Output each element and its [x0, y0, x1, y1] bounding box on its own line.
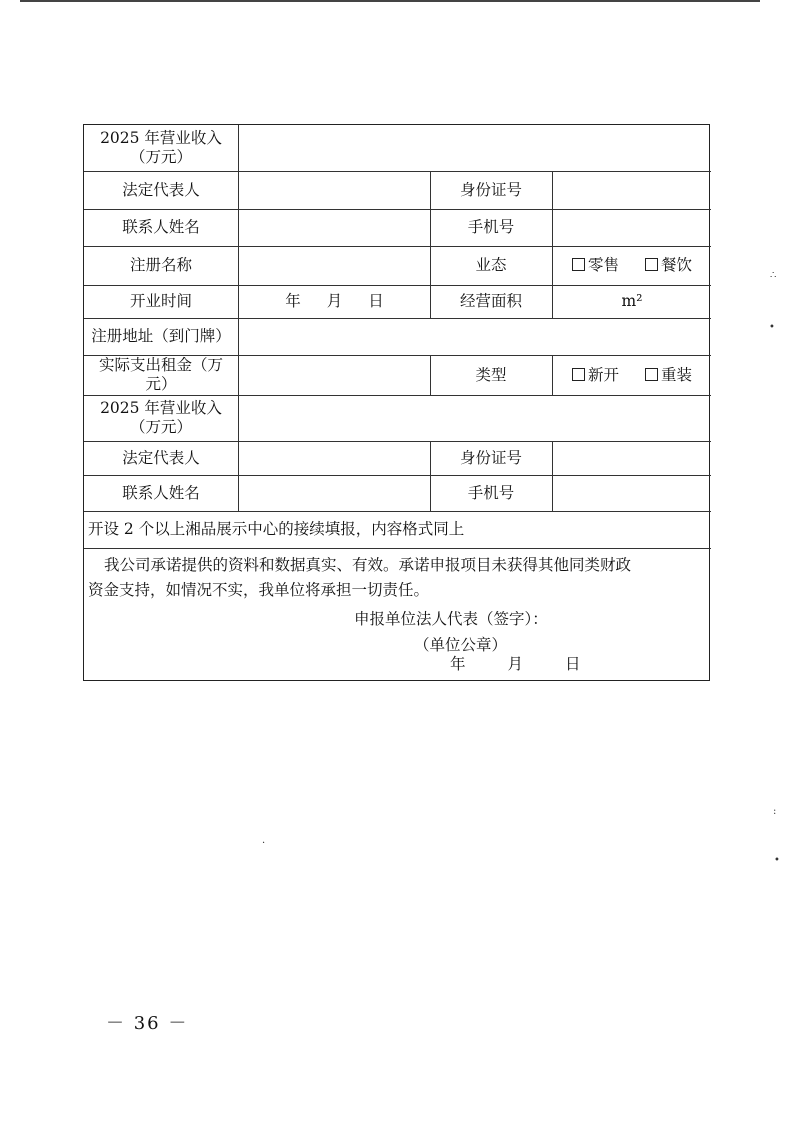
revenue-label-2: 2025 年营业收入	[100, 399, 222, 417]
checkbox-catering[interactable]	[645, 258, 658, 271]
legal-representative-label: 法定代表人	[122, 180, 200, 199]
actual-rent-label: 实际支出租金（万	[98, 356, 223, 374]
business-area-label: 经营面积	[459, 292, 522, 310]
id-number-label-2: 身份证号	[459, 448, 522, 467]
checkbox-new[interactable]	[572, 368, 585, 381]
row-divider	[84, 548, 711, 549]
opening-date-label: 开业时间	[129, 292, 192, 310]
option-catering[interactable]	[645, 256, 692, 275]
actual-rent-input-cell[interactable]	[239, 355, 430, 395]
store-type-label: 类型	[475, 365, 507, 384]
pledge-date	[450, 652, 581, 677]
legal-representative-input-cell-2[interactable]	[239, 441, 430, 475]
date-month-label: 月	[326, 292, 343, 310]
registered-name-input-cell[interactable]	[239, 246, 430, 285]
pledge-date-month: 月	[507, 655, 524, 673]
scan-speck: ∴	[770, 270, 777, 281]
option-renovation-label: 重装	[660, 365, 692, 384]
option-new-label: 新开	[587, 365, 619, 384]
option-catering-label: 餐饮	[660, 256, 692, 274]
business-type-options	[553, 246, 711, 285]
scan-speck: :	[773, 806, 777, 817]
registered-address-label: 注册地址（到门牌）	[91, 327, 231, 345]
mobile-label-2: 手机号	[467, 483, 515, 502]
id-number-input-cell[interactable]	[553, 171, 711, 209]
pledge-line-1: 我公司承诺提供的资料和数据真实、有效。承诺申报项目未获得其他同类财政	[104, 556, 632, 574]
revenue-label: 2025 年营业收入	[100, 129, 222, 147]
date-year-label: 年	[285, 292, 301, 310]
legal-representative-label-2: 法定代表人	[122, 448, 200, 467]
row8-label-cell	[84, 395, 238, 441]
signer-label: 申报单位法人代表（签字）：	[354, 610, 548, 628]
top-edge-rule	[20, 0, 760, 2]
checkbox-renovation[interactable]	[645, 368, 658, 381]
id-number-label: 身份证号	[459, 180, 522, 199]
checkbox-retail[interactable]	[572, 258, 585, 271]
revenue-input-cell-2[interactable]	[239, 395, 711, 441]
option-retail-label: 零售	[587, 256, 619, 274]
continuation-note: 开设 2 个以上湘品展示中心的接续填报，内容格式同上	[88, 520, 465, 538]
registered-address-input-cell[interactable]	[239, 318, 711, 355]
scan-speck: •	[774, 855, 780, 866]
seal-label: （单位公章）	[414, 636, 508, 654]
revenue-input-cell[interactable]	[239, 125, 711, 171]
date-day-label: 日	[368, 292, 384, 310]
mobile-label: 手机号	[467, 218, 515, 236]
scan-speck: •	[769, 322, 775, 333]
application-form-table	[83, 124, 710, 681]
store-type-options	[553, 355, 711, 395]
mobile-input-cell-2[interactable]	[553, 475, 711, 511]
opening-date-input-cell[interactable]	[239, 285, 430, 318]
pledge-date-year: 年	[450, 655, 466, 673]
contact-name-label-2: 联系人姓名	[122, 483, 200, 502]
option-renovation[interactable]	[645, 366, 692, 385]
revenue-unit-label: （万元）	[129, 148, 192, 166]
registered-name-label: 注册名称	[129, 256, 192, 274]
area-unit-label: m²	[621, 292, 643, 310]
scan-speck: ·	[262, 838, 266, 849]
pledge-line-2: 资金支持，如情况不实，我单位将承担一切责任。	[88, 581, 430, 599]
contact-name-input-cell[interactable]	[239, 209, 430, 246]
option-retail[interactable]	[572, 256, 619, 275]
legal-representative-input-cell[interactable]	[239, 171, 430, 209]
page-number: － 36 －	[106, 1013, 189, 1034]
option-new[interactable]	[572, 366, 619, 385]
revenue-unit-label-2: （万元）	[129, 418, 192, 436]
row1-label-cell	[84, 125, 238, 171]
id-number-input-cell-2[interactable]	[553, 441, 711, 475]
actual-rent-label-cell	[84, 355, 238, 395]
actual-rent-unit-label: 元）	[145, 375, 177, 393]
contact-name-label: 联系人姓名	[122, 218, 200, 236]
mobile-input-cell[interactable]	[553, 209, 711, 246]
pledge-date-day: 日	[565, 655, 581, 673]
business-type-label: 业态	[475, 256, 507, 274]
business-area-input-cell[interactable]	[553, 285, 711, 318]
contact-name-input-cell-2[interactable]	[239, 475, 430, 511]
